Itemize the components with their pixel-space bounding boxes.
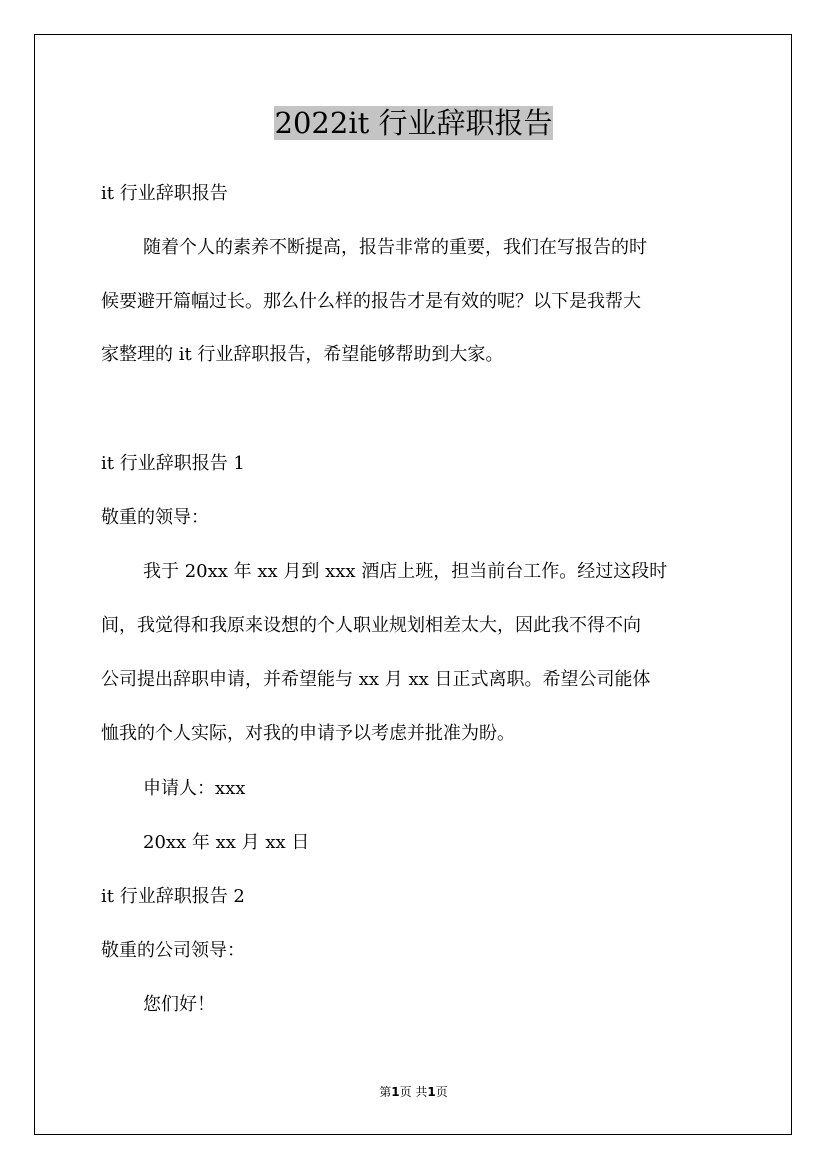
- report1-body-line-4: 恤我的个人实际，对我的申请予以考虑并批准为盼。: [101, 723, 515, 744]
- footer-page-number: 1: [391, 1085, 400, 1099]
- page-footer: [0, 1084, 827, 1100]
- report1-salutation: 敬重的领导：: [101, 507, 209, 528]
- footer-page-prefix: 第: [379, 1085, 392, 1099]
- intro-line-1: 随着个人的素养不断提高，报告非常的重要，我们在写报告的时: [143, 237, 647, 258]
- report1-applicant: 申请人：xxx: [143, 778, 246, 799]
- report1-body-line-1: 我于 20xx 年 xx 月到 xxx 酒店上班，担当前台工作。经过这段时: [143, 561, 668, 582]
- subtitle: it 行业辞职报告: [101, 183, 228, 204]
- report2-greeting: 您们好！: [143, 994, 215, 1015]
- report1-body-line-2: 间，我觉得和我原来设想的个人职业规划相差太大，因此我不得不向: [101, 615, 641, 636]
- report2-heading: it 行业辞职报告 2: [101, 886, 245, 907]
- document-title: [0, 103, 827, 143]
- footer-page-suffix: 页: [435, 1085, 448, 1099]
- report2-salutation: 敬重的公司领导：: [101, 940, 245, 961]
- report1-body-line-3: 公司提出辞职申请，并希望能与 xx 月 xx 日正式离职。希望公司能体: [101, 669, 651, 690]
- intro-line-3: 家整理的 it 行业辞职报告，希望能够帮助到大家。: [101, 344, 504, 365]
- footer-page-mid: 页 共: [399, 1085, 428, 1099]
- report1-date: 20xx 年 xx 月 xx 日: [143, 832, 310, 853]
- footer-page-total: 1: [427, 1085, 436, 1099]
- title-text: 2022it 行业辞职报告: [274, 106, 553, 140]
- intro-line-2: 候要避开篇幅过长。那么什么样的报告才是有效的呢？以下是我帮大: [101, 291, 641, 312]
- report1-heading: it 行业辞职报告 1: [101, 453, 245, 474]
